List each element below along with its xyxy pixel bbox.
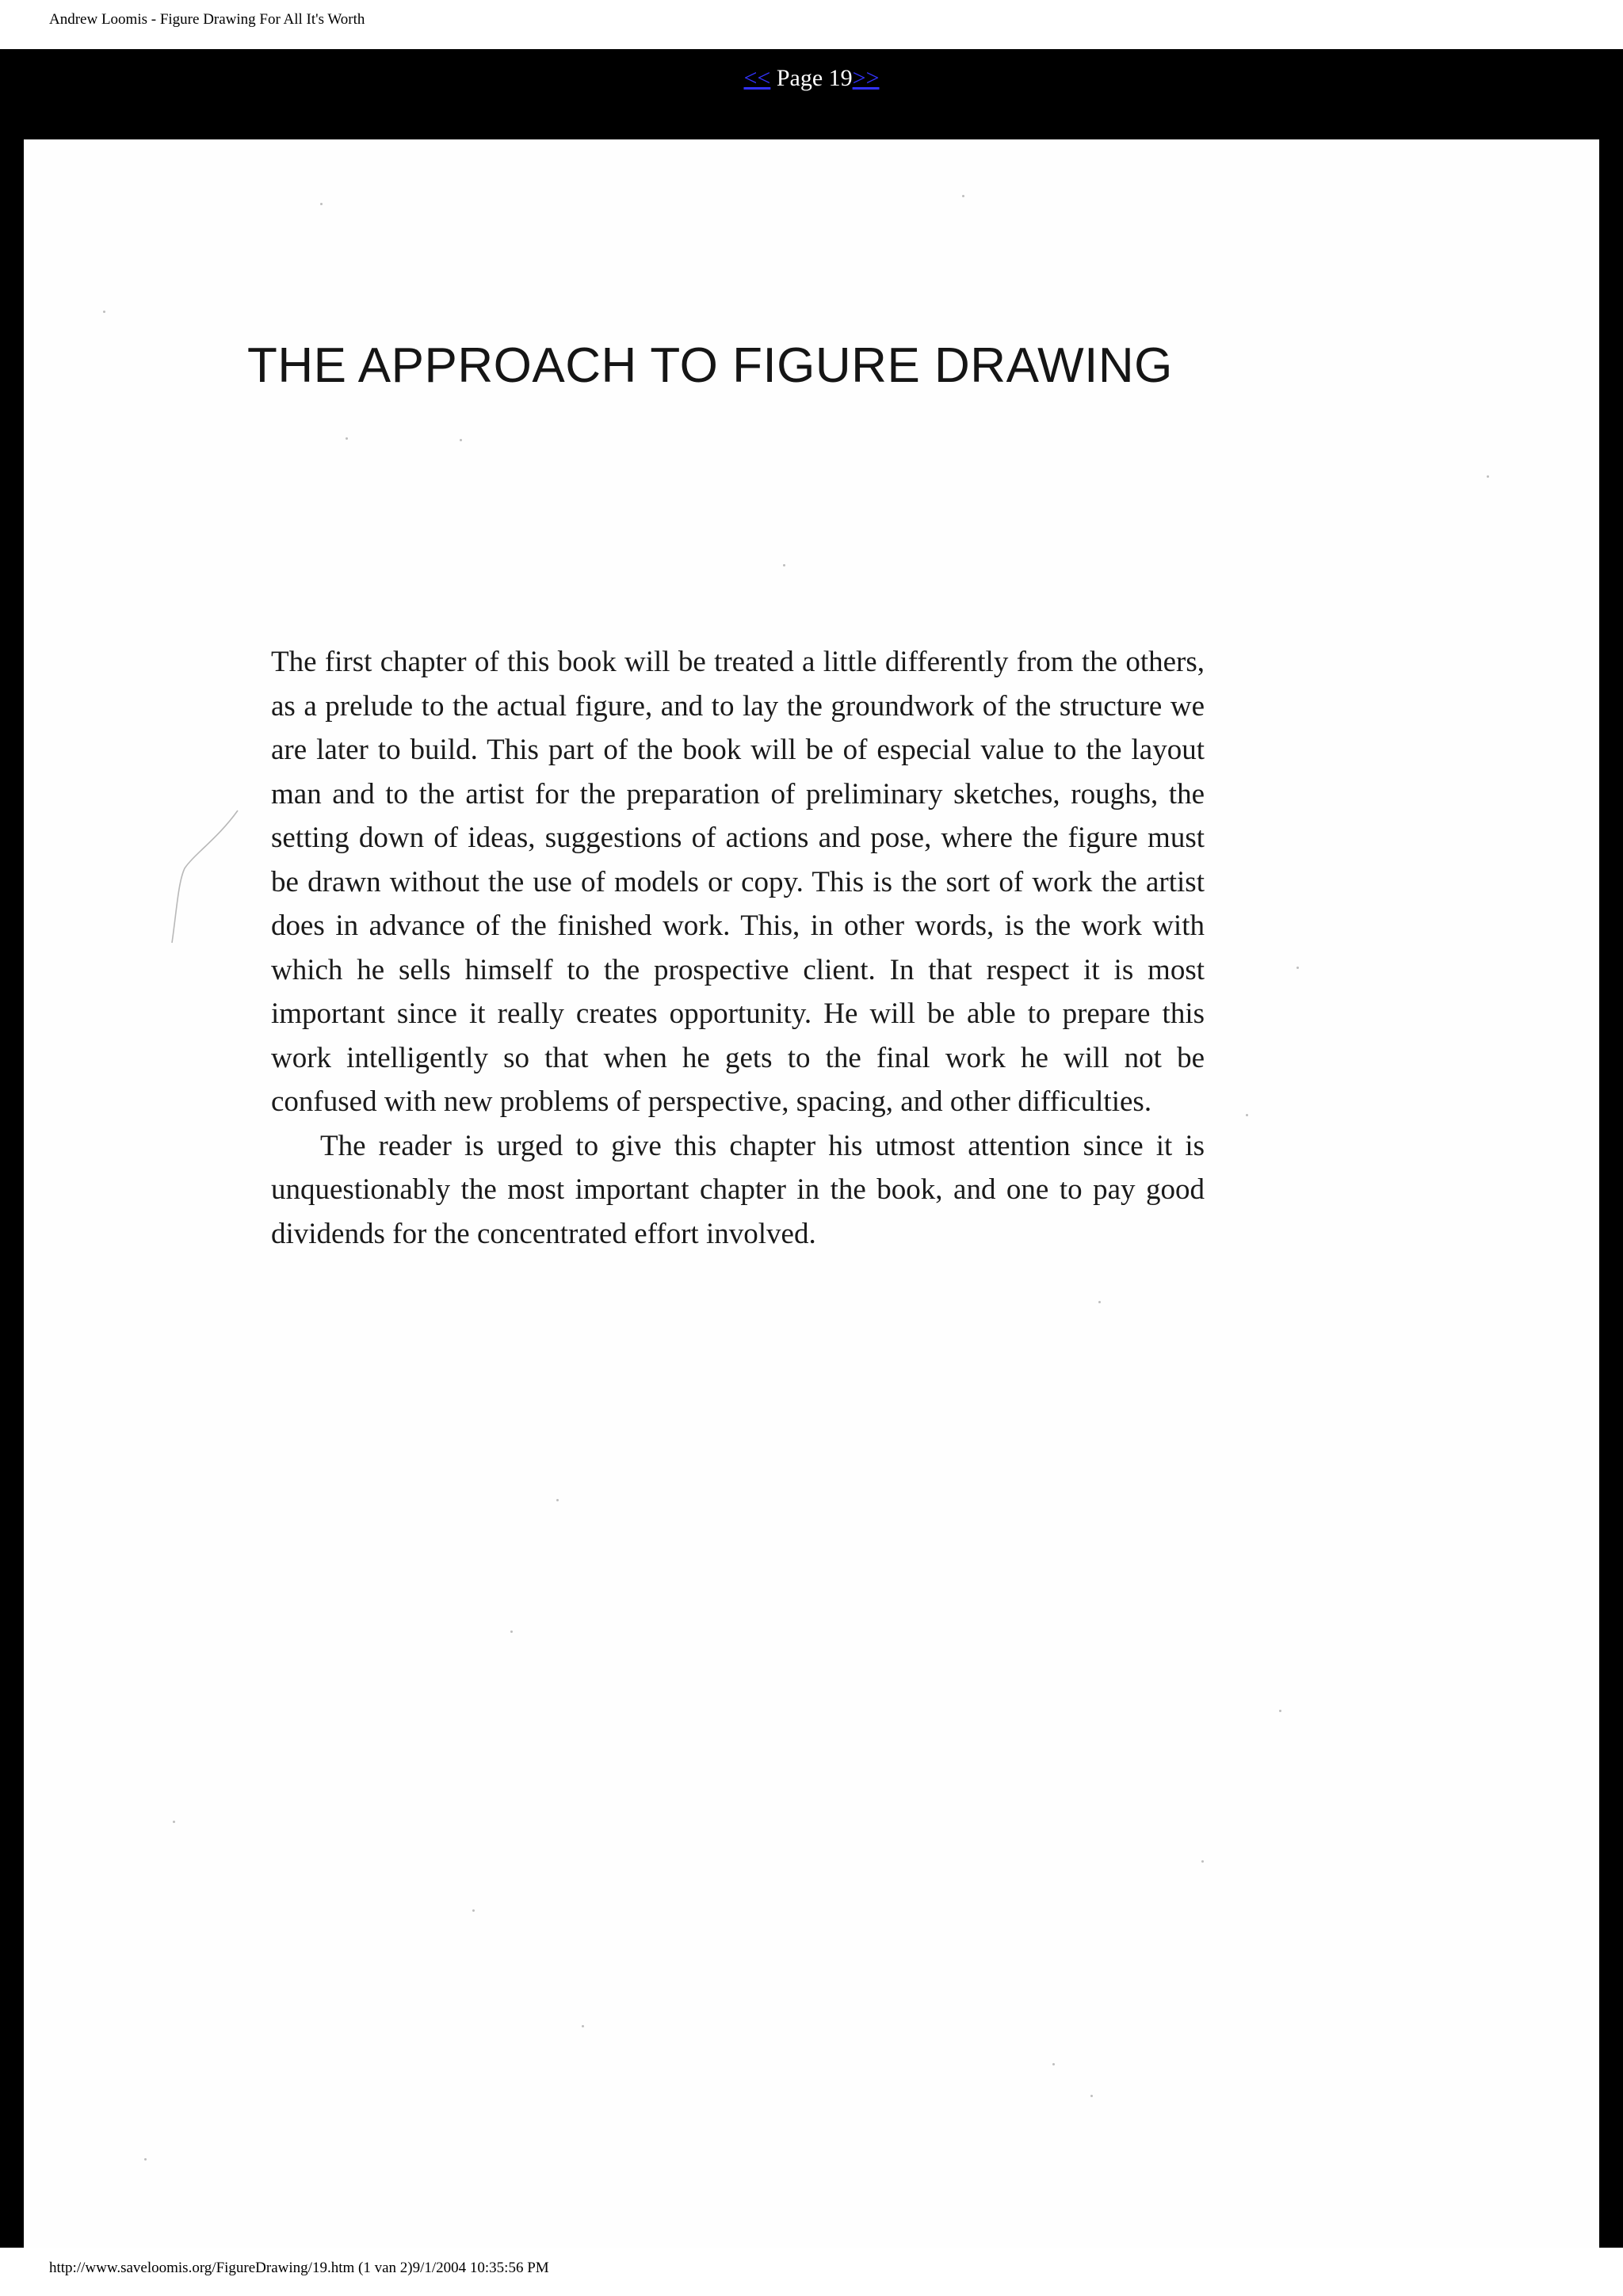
scan-speck bbox=[1279, 1710, 1281, 1712]
print-header-title: Andrew Loomis - Figure Drawing For All It's Worth bbox=[49, 11, 365, 28]
scan-speck bbox=[783, 564, 785, 566]
scan-speck bbox=[1098, 1301, 1101, 1303]
print-footer-url: http://www.saveloomis.org/FigureDrawing/19.htm (1 van 2)9/1/2004 10:35:56 PM bbox=[49, 2260, 549, 2276]
scan-speck bbox=[144, 2158, 147, 2161]
body-paragraph-1: The first chapter of this book will be treated a little differently from the others, as a prelude to the actual figure, and to lay the groundwork of the structure we are later to build. This part of the book will be of especial value to the layout man and to the artist for the preparation of preliminary sketches, roughs, the setting down of ideas, suggestions of actions and pose, where the figure must be drawn without the use of models or copy. This is the sort of work the artist does in advance of the finished work. This, in other words, is the work with which he sells himself to the prospective client. In that respect it is most important since it really creates opportunity. He will be able to prepare this work intelligently so that when he gets to the final work he will not be confused with new problems of perspective, spacing, and other difficulties. bbox=[271, 646, 1205, 1118]
next-page-link[interactable]: >> bbox=[852, 65, 880, 91]
scan-speck bbox=[556, 1499, 559, 1501]
scan-speck bbox=[582, 2025, 584, 2027]
scan-speck bbox=[1487, 475, 1489, 478]
scan-speck bbox=[320, 203, 323, 205]
scan-speck bbox=[173, 1821, 175, 1823]
scan-speck bbox=[346, 437, 348, 440]
scan-speck bbox=[460, 439, 462, 441]
previous-page-link[interactable]: << bbox=[743, 65, 771, 91]
scan-speck bbox=[962, 195, 964, 197]
scan-speck bbox=[1296, 967, 1299, 969]
page-navigation bbox=[0, 65, 1623, 92]
scan-speck bbox=[1246, 1114, 1248, 1116]
scan-speck bbox=[472, 1909, 475, 1912]
pencil-stroke-mark bbox=[162, 807, 242, 949]
chapter-title: THE APPROACH TO FIGURE DRAWING bbox=[247, 338, 1173, 393]
scan-speck bbox=[103, 311, 105, 313]
chapter-body bbox=[271, 640, 1205, 1256]
page-number-label: Page 19 bbox=[770, 65, 853, 91]
scan-speck bbox=[1052, 2063, 1055, 2065]
scan-speck bbox=[1090, 2095, 1093, 2097]
scan-speck bbox=[1201, 1860, 1204, 1863]
body-paragraph-2: The reader is urged to give this chapter his utmost attention since it is unquestionably the most important chapter in the book, and one to pay good dividends for the concentrated effort involved. bbox=[271, 1129, 1205, 1250]
scan-speck bbox=[510, 1630, 513, 1633]
